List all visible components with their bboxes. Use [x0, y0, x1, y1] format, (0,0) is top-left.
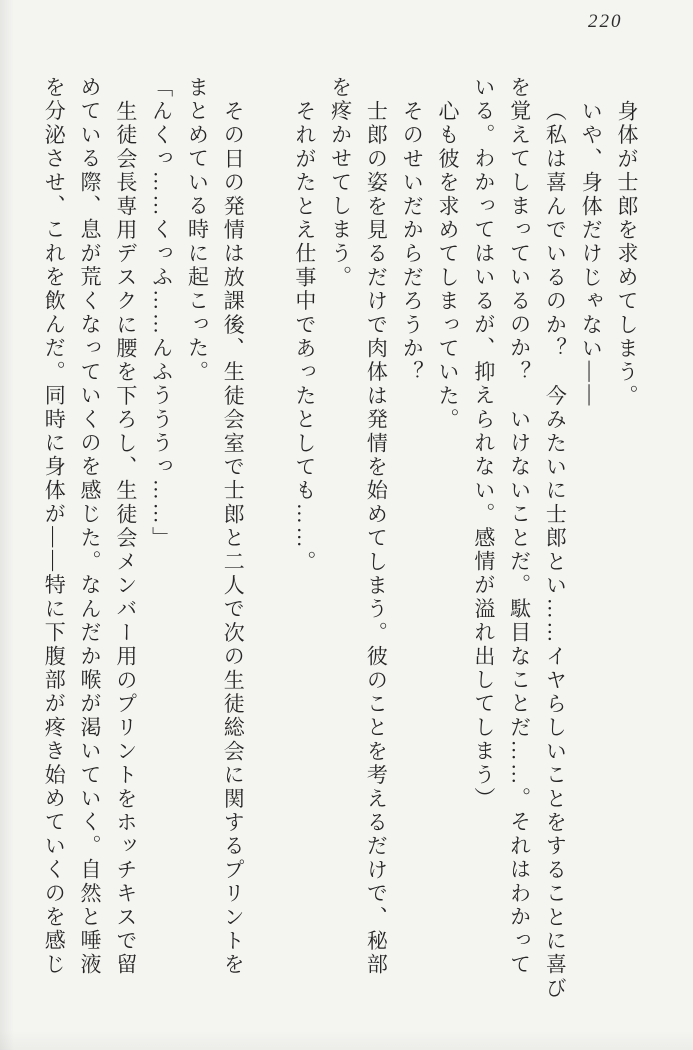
text-column: を分泌させ、これを飲んだ。同時に身体が――特に下腹部が疼き始めていくのを感じ: [42, 76, 67, 977]
text-column: 「んくっ……くっふ……んふうううっ……」: [149, 76, 174, 550]
text-column: 心も彼を求めてしまっていた。: [436, 99, 461, 432]
text-column: まとめている時に起こった。: [185, 76, 210, 385]
text-column: いる。わかってはいるが、抑えられない。感情が溢れ出してしまう）: [471, 76, 496, 811]
text-column: 士郎の姿を見るだけで肉体は発情を始めてしまう。彼のことを考えるだけで、秘部: [364, 99, 389, 977]
text-column: 身体が士郎を求めてしまう。: [615, 99, 639, 408]
vertical-text-block: [35, 76, 644, 1048]
page-number: 220: [588, 11, 623, 32]
text-column: 生徒会長専用デスクに腰を下ろし、生徒会メンバー用のプリントをホッチキスで留: [113, 99, 138, 977]
text-column: （私は喜んでいるのか？ 今みたいに士郎とい……イヤらしいことをすることに喜び: [543, 99, 568, 1001]
text-column: その日の発情は放課後、生徒会室で士郎と二人で次の生徒総会に関するプリントを: [221, 99, 246, 977]
paragraph-break: [250, 76, 286, 1048]
text-column: いや、身体だけじゃない――: [579, 99, 604, 408]
text-column: そのせいだからだろうか？: [400, 99, 425, 385]
text-column: を疼かせてしまう。: [328, 76, 353, 290]
text-column: めている際、息が荒くなっていくのを感じた。なんだか喉が渇いていく。自然と唾液: [78, 76, 103, 977]
text-column: を覚えてしまっているのか？ いけないことだ。駄目なことだ……。それはわかって: [507, 76, 532, 977]
text-column: それがたとえ仕事中であったとしても……。: [292, 99, 317, 574]
